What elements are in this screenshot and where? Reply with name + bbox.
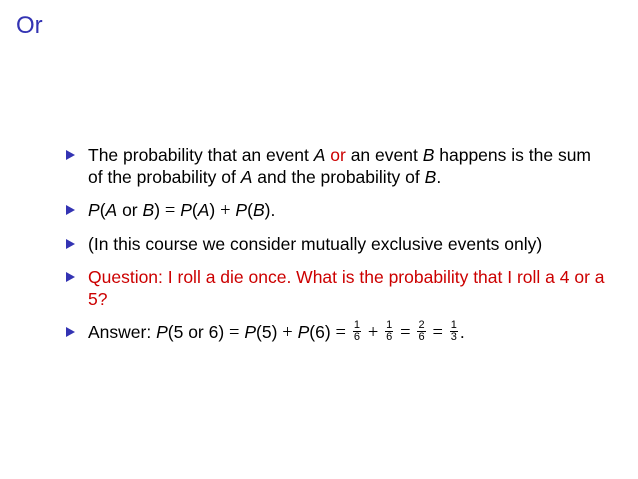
text-fragment: (: [191, 200, 198, 220]
prob-symbol: P: [235, 200, 248, 220]
bullet-note: [66, 233, 606, 255]
answer-label: Answer:: [88, 322, 157, 342]
equals-sign: =: [164, 201, 176, 221]
event-a: A: [240, 167, 253, 187]
prob-symbol: P: [180, 200, 192, 220]
triangle-right-icon: [66, 272, 75, 282]
fraction-numerator: 1: [450, 318, 457, 331]
event-a: A: [313, 145, 326, 165]
plus-sign: +: [367, 323, 379, 343]
text-fragment: (: [247, 200, 253, 220]
note-text: (In this course we consider mutually exclusive events only): [88, 234, 543, 254]
triangle-right-icon: [66, 239, 75, 249]
fraction: [353, 320, 361, 343]
event-b: B: [252, 200, 265, 220]
event-a: A: [105, 200, 118, 220]
fraction-numerator: 1: [386, 318, 393, 331]
fraction: [385, 320, 393, 343]
text-fragment: ): [154, 200, 165, 220]
fraction-denominator: 6: [418, 330, 425, 343]
text-fragment: (6): [309, 322, 336, 342]
equals-sign: =: [432, 323, 443, 343]
text-fragment: an event: [345, 145, 423, 165]
plus-sign: +: [220, 201, 231, 221]
text-fragment: (5): [256, 322, 283, 342]
text-fragment: The probability that an event: [88, 145, 314, 165]
bullet-answer: [66, 318, 606, 345]
text-fragment: ).: [264, 200, 276, 220]
slide-title: Or: [16, 12, 43, 39]
prob-symbol: P: [156, 322, 168, 342]
text-fragment: .: [459, 322, 465, 342]
equals-sign: =: [400, 323, 411, 343]
text-fragment: (5 or 6): [167, 322, 230, 342]
fraction: [417, 320, 425, 343]
fraction-denominator: 6: [386, 330, 393, 343]
bullet-definition: [66, 144, 606, 188]
fraction: [450, 320, 458, 343]
text-fragment: .: [436, 167, 442, 187]
prob-symbol: P: [88, 200, 100, 220]
equals-sign: =: [335, 323, 346, 343]
bullet-list: [66, 144, 606, 356]
question-text: Question: I roll a die once. What is the probability that I roll a 4 or a 5?: [88, 267, 605, 309]
or-highlight: or: [330, 145, 346, 165]
text-fragment: ): [209, 200, 221, 220]
text-fragment: (: [99, 200, 106, 220]
event-b: B: [424, 167, 437, 187]
event-b: B: [422, 145, 435, 165]
triangle-right-icon: [66, 205, 75, 215]
fraction-numerator: 1: [353, 318, 360, 331]
text-fragment: or: [117, 200, 143, 220]
event-a: A: [197, 200, 210, 220]
bullet-question: [66, 266, 606, 310]
prob-symbol: P: [244, 322, 257, 342]
equals-sign: =: [229, 323, 240, 343]
fraction-numerator: 2: [418, 318, 425, 331]
fraction-denominator: 6: [353, 330, 360, 343]
fraction-denominator: 3: [450, 330, 457, 343]
text-fragment: and the probability of: [252, 167, 425, 187]
plus-sign: +: [282, 323, 293, 343]
triangle-right-icon: [66, 150, 75, 160]
prob-symbol: P: [297, 322, 310, 342]
text-fragment: happens is the sum of the probability of: [88, 145, 592, 187]
triangle-right-icon: [66, 327, 75, 337]
event-b: B: [142, 200, 155, 220]
bullet-formula: [66, 199, 606, 222]
